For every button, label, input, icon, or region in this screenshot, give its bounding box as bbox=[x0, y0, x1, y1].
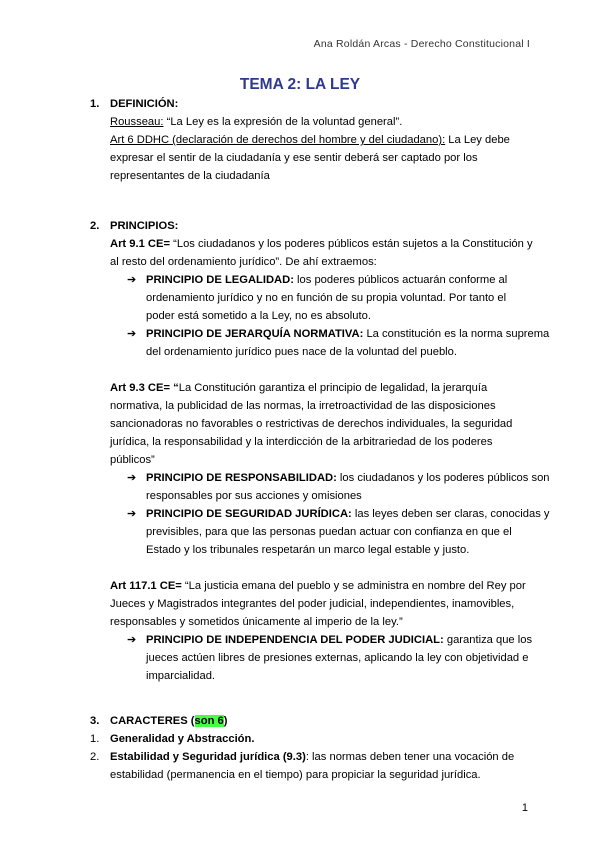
arrow-bullet-icon: ➔ bbox=[127, 472, 137, 484]
text-line: sancionadoras no favorables o restrictivas de derechos individuales, la seguridad bbox=[110, 418, 513, 430]
arrow-bullet-icon: ➔ bbox=[127, 508, 137, 520]
text-line: ordenamiento jurídico y no en función de su propia voluntad. Por tanto el bbox=[146, 292, 507, 304]
section-number: 2. bbox=[90, 220, 100, 232]
text-line: normativa, la publicidad de las normas, la irretroactividad de las disposiciones bbox=[110, 400, 496, 412]
arrow-bullet-icon: ➔ bbox=[127, 634, 137, 646]
heading-end: ) bbox=[223, 715, 228, 727]
section-heading bbox=[110, 712, 228, 731]
text-line: expresar el sentir de la ciudadanía y ese sentir deberá ser captado por los bbox=[110, 152, 478, 164]
page-header: Ana Roldán Arcas - Derecho Constitucional I bbox=[313, 38, 530, 50]
text-line: poder está sometido a la Ley, no es absoluto. bbox=[146, 310, 371, 322]
heading-text: CARACTERES ( bbox=[110, 715, 195, 727]
art6-line bbox=[110, 131, 510, 150]
list-number: 2. bbox=[90, 751, 100, 763]
section-heading: DEFINICIÓN: bbox=[110, 98, 179, 110]
arrow-bullet-icon: ➔ bbox=[127, 328, 137, 340]
principle-seguridad bbox=[146, 505, 550, 524]
text-line: al resto del ordenamiento jurídico”. De ahí extraemos: bbox=[110, 256, 377, 268]
art1171-line bbox=[110, 577, 526, 596]
art1171-label: Art 117.1 CE= bbox=[110, 580, 182, 592]
page-title: TEMA 2: LA LEY bbox=[239, 76, 361, 93]
rousseau-text: “La Ley es la expresión de la voluntad general”. bbox=[163, 116, 403, 128]
list-item-label: Estabilidad y Seguridad jurídica (9.3) bbox=[110, 751, 306, 763]
text-line: jurídica, la responsabilidad y la interdicción de la arbitrariedad de los poderes bbox=[110, 436, 493, 448]
arrow-bullet-icon: ➔ bbox=[127, 274, 137, 286]
principle-label: PRINCIPIO DE LEGALIDAD: bbox=[146, 274, 294, 286]
text-line: responsables y sometidos únicamente al imperio de la ley.” bbox=[110, 616, 403, 628]
page-number: 1 bbox=[521, 802, 528, 814]
text-line: estabilidad (permanencia en el tiempo) para propiciar la seguridad jurídica. bbox=[110, 769, 481, 781]
principle-label: PRINCIPIO DE JERARQUÍA NORMATIVA: bbox=[146, 328, 364, 340]
highlight-badge: son 6 bbox=[194, 715, 224, 727]
text-line: del ordenamiento jurídico pues nace de la voluntad del pueblo. bbox=[146, 346, 457, 358]
principle-jerarquia bbox=[146, 325, 549, 344]
principle-label: PRINCIPIO DE INDEPENDENCIA DEL PODER JUDICIAL: bbox=[146, 634, 444, 646]
principle-label: PRINCIPIO DE SEGURIDAD JURÍDICA: bbox=[146, 508, 352, 520]
art6-label: Art 6 DDHC (declaración de derechos del hombre y del ciudadano): bbox=[110, 134, 446, 146]
art93-line bbox=[110, 379, 487, 398]
text-line: públicos” bbox=[110, 454, 155, 466]
text-line: Jueces y Magistrados integrantes del poder judicial, independientes, inamovibles, bbox=[110, 598, 515, 610]
principle-text: garantiza que los bbox=[443, 634, 533, 646]
art91-line bbox=[110, 235, 533, 254]
text-line: representantes de la ciudadanía bbox=[110, 170, 270, 182]
section-number: 1. bbox=[90, 98, 100, 110]
text-line: Estado y los tribunales respetarán un marco legal estable y justo. bbox=[146, 544, 470, 556]
section-number: 3. bbox=[90, 715, 100, 727]
text-line: previsibles, para que las personas puedan actuar con confianza en que el bbox=[146, 526, 512, 538]
principle-independencia bbox=[146, 631, 532, 650]
principle-label: PRINCIPIO DE RESPONSABILIDAD: bbox=[146, 472, 337, 484]
principle-legalidad bbox=[146, 271, 507, 290]
art1171-text: “La justicia emana del pueblo y se administra en nombre del Rey por bbox=[181, 580, 526, 592]
list-item-text: : las normas deben tener una vocación de bbox=[305, 751, 515, 763]
art93-label: Art 9.3 CE= “ bbox=[110, 382, 179, 394]
principle-text: las leyes deben ser claras, conocidas y bbox=[351, 508, 550, 520]
text-line: responsables por sus acciones y omisiones bbox=[146, 490, 362, 502]
list-item bbox=[110, 748, 514, 767]
text-line: imparcialidad. bbox=[146, 670, 216, 682]
principle-text: los ciudadanos y los poderes públicos son bbox=[336, 472, 550, 484]
art91-text: “Los ciudadanos y los poderes públicos están sujetos a la Constitución y bbox=[170, 238, 533, 250]
principle-responsabilidad bbox=[146, 469, 550, 488]
art91-label: Art 9.1 CE= bbox=[110, 238, 171, 250]
text-line: jueces actúen libres de presiones externas, aplicando la ley con objetividad e bbox=[146, 652, 529, 664]
art93-text: La Constitución garantiza el principio de legalidad, la jerarquía bbox=[178, 382, 488, 394]
principle-text: La constitución es la norma suprema bbox=[363, 328, 550, 340]
list-number: 1. bbox=[90, 733, 100, 745]
principle-text: los poderes públicos actuarán conforme al bbox=[293, 274, 508, 286]
list-item: Generalidad y Abstracción. bbox=[110, 733, 255, 745]
section-heading: PRINCIPIOS: bbox=[110, 220, 179, 232]
art6-text: La Ley debe bbox=[445, 134, 510, 146]
rousseau-line bbox=[110, 113, 402, 132]
rousseau-label: Rousseau: bbox=[110, 116, 164, 128]
